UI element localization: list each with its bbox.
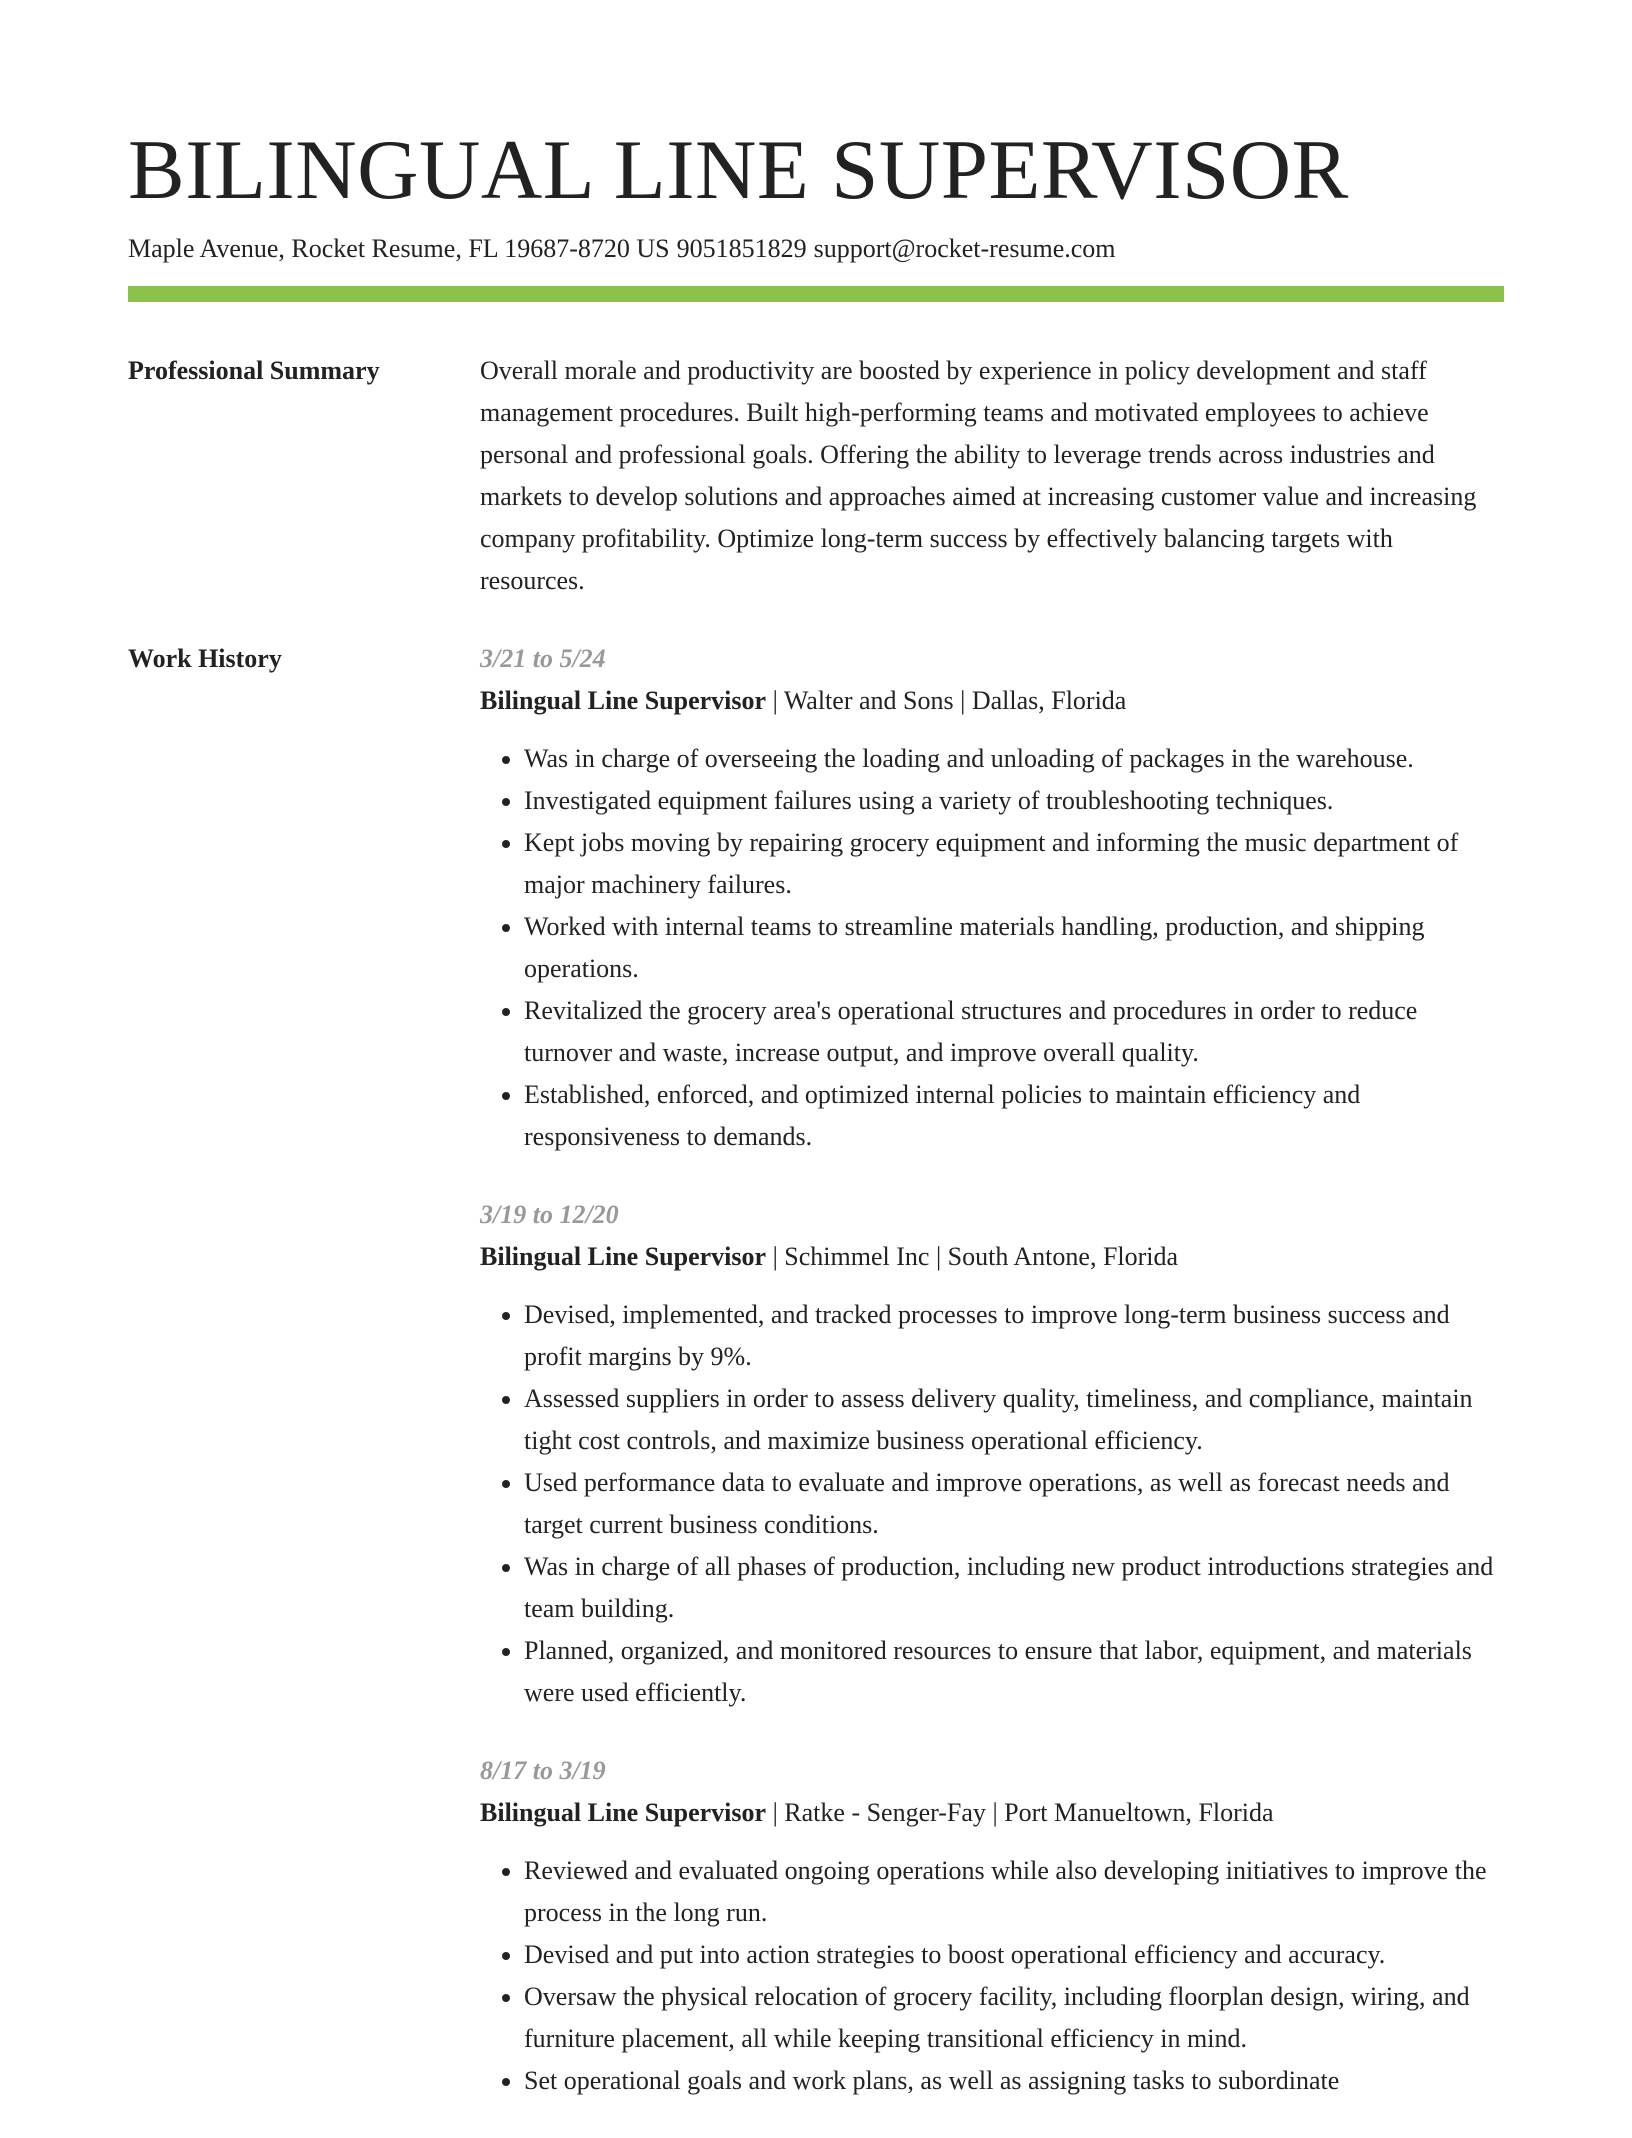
job-dates: 3/19 to 12/20	[480, 1200, 619, 1229]
summary-text: Overall morale and productivity are boosted by experience in policy development and staff management procedures. Built high-performing teams and motivated employees to achieve personal and professional goals. Offering the ability to leverage trends across industries and markets to develop solutions and approaches aimed at increasing customer value and increasing company profitability. Optimize long-term success by effectively balancing targets with resources.	[480, 356, 1477, 595]
summary-section	[128, 350, 1504, 602]
job-bullet: • Set operational goals and work plans, as well as assigning tasks to subordinate	[524, 2060, 1504, 2102]
contact-phone: 9051851829	[676, 234, 807, 263]
job-company: Walter and Sons	[783, 686, 954, 715]
job-company: Schimmel Inc	[784, 1242, 930, 1271]
job-heading: Bilingual Line Supervisor | Ratke - Senger-Fay | Port Manueltown, Florida	[480, 1798, 1274, 1827]
job-bullet-list	[480, 1850, 1504, 2102]
job-entry	[480, 1194, 1504, 1714]
job-location: South Antone, Florida	[947, 1242, 1179, 1271]
job-role: Bilingual Line Supervisor	[480, 1242, 767, 1271]
job-bullet: • Oversaw the physical relocation of grocery facility, including floorplan design, wiring, and furniture placement, all while keeping transitional efficiency in mind.	[524, 1976, 1504, 2060]
job-bullet: • Kept jobs moving by repairing grocery equipment and informing the music department of major machinery failures.	[524, 822, 1504, 906]
job-bullet-list	[480, 1294, 1504, 1714]
job-dates: 3/21 to 5/24	[480, 644, 606, 673]
job-list	[480, 638, 1504, 2138]
job-bullet: • Assessed suppliers in order to assess delivery quality, timeliness, and compliance, maintain tight cost controls, and maximize business operational efficiency.	[524, 1378, 1504, 1462]
summary-title: Professional Summary	[128, 356, 380, 385]
job-bullet: • Was in charge of overseeing the loading and unloading of packages in the warehouse.	[524, 738, 1504, 780]
work-history-title: Work History	[128, 644, 282, 673]
job-role: Bilingual Line Supervisor	[480, 686, 767, 715]
job-bullet: • Worked with internal teams to streamline materials handling, production, and shipping operations.	[524, 906, 1504, 990]
job-bullet-list	[480, 738, 1504, 1158]
job-bullet: • Devised and put into action strategies to boost operational efficiency and accuracy.	[524, 1934, 1504, 1976]
job-heading: Bilingual Line Supervisor | Schimmel Inc | South Antone, Florida	[480, 1242, 1179, 1271]
job-bullet: • Was in charge of all phases of production, including new product introductions strategies and team building.	[524, 1546, 1504, 1630]
contact-line	[128, 230, 1504, 268]
job-location: Port Manueltown, Florida	[1004, 1798, 1274, 1827]
job-bullet: • Established, enforced, and optimized internal policies to maintain efficiency and responsiveness to demands.	[524, 1074, 1504, 1158]
job-bullet: • Reviewed and evaluated ongoing operations while also developing initiatives to improve the process in the long run.	[524, 1850, 1504, 1934]
job-bullet: • Investigated equipment failures using a variety of troubleshooting techniques.	[524, 780, 1504, 822]
job-entry	[480, 1750, 1504, 2102]
job-bullet: • Devised, implemented, and tracked processes to improve long-term business success and profit margins by 9%.	[524, 1294, 1504, 1378]
job-role: Bilingual Line Supervisor	[480, 1798, 767, 1827]
job-bullet: • Used performance data to evaluate and improve operations, as well as forecast needs and target current business conditions.	[524, 1462, 1504, 1546]
resume-page	[128, 120, 1504, 2138]
job-entry	[480, 638, 1504, 1158]
work-history-section	[128, 638, 1504, 2138]
job-bullet: • Planned, organized, and monitored resources to ensure that labor, equipment, and materials were used efficiently.	[524, 1630, 1504, 1714]
contact-address: Maple Avenue, Rocket Resume, FL 19687-8720 US	[128, 234, 670, 263]
job-bullet: • Revitalized the grocery area's operational structures and procedures in order to reduce turnover and waste, increase output, and improve overall quality.	[524, 990, 1504, 1074]
job-location: Dallas, Florida	[971, 686, 1127, 715]
job-dates: 8/17 to 3/19	[480, 1756, 606, 1785]
resume-name: BILINGUAL LINE SUPERVISOR	[128, 123, 1349, 217]
job-heading: Bilingual Line Supervisor | Walter and Sons | Dallas, Florida	[480, 686, 1127, 715]
contact-email: support@rocket-resume.com	[813, 234, 1116, 263]
job-company: Ratke - Senger-Fay	[784, 1798, 986, 1827]
header-divider	[128, 286, 1504, 302]
